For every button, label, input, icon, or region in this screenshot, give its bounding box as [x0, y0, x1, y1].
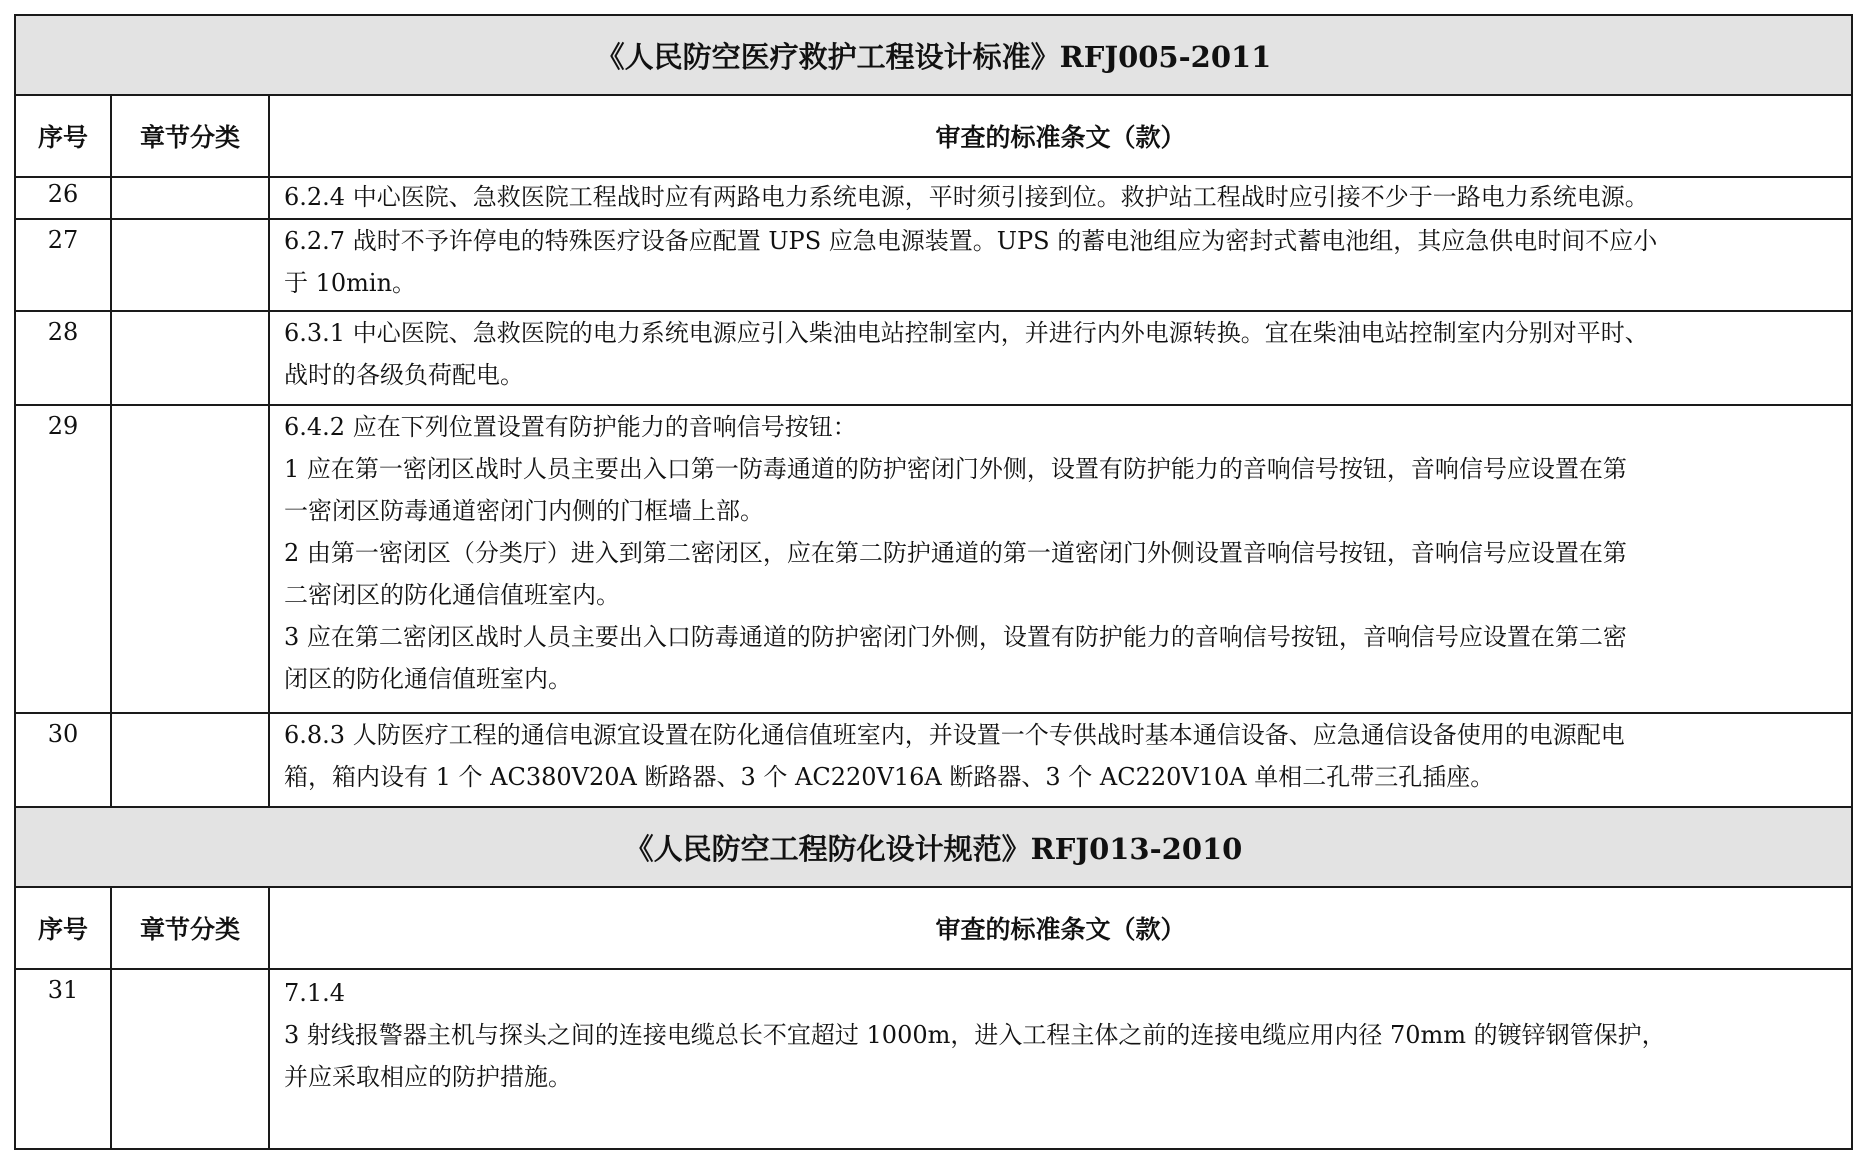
row-clause — [269, 311, 1852, 405]
row-clause — [269, 969, 1852, 1149]
section-title-row — [15, 15, 1852, 95]
row-category — [111, 969, 269, 1149]
table-row — [15, 713, 1852, 807]
row-clause — [269, 177, 1852, 219]
clause-line: 3 应在第二密闭区战时人员主要出入口防毒通道的防护密闭门外侧，设置有防护能力的音响信号按钮，音响信号应设置在第二密 — [284, 623, 1627, 651]
clause-line: 二密闭区的防化通信值班室内。 — [284, 581, 620, 609]
section-title-row — [15, 807, 1852, 887]
row-number: 28 — [15, 311, 111, 405]
clause-line: 3 射线报警器主机与探头之间的连接电缆总长不宜超过 1000m，进入工程主体之前的连接电缆应用内径 70mm 的镀锌钢管保护， — [284, 1021, 1666, 1049]
row-clause — [269, 219, 1852, 311]
header-clause: 审查的标准条文（款） — [269, 95, 1852, 177]
row-number: 31 — [15, 969, 111, 1149]
clause-line: 6.3.1 中心医院、急救医院的电力系统电源应引入柴油电站控制室内，并进行内外电源转换。宜在柴油电站控制室内分别对平时、 — [284, 319, 1649, 347]
header-no: 序号 — [15, 887, 111, 969]
row-number: 27 — [15, 219, 111, 311]
clause-line: 战时的各级负荷配电。 — [284, 361, 524, 389]
row-category — [111, 219, 269, 311]
row-category — [111, 311, 269, 405]
clause-line: 2 由第一密闭区（分类厅）进入到第二密闭区，应在第二防护通道的第一道密闭门外侧设置音响信号按钮，音响信号应设置在第 — [284, 539, 1627, 567]
table-row — [15, 311, 1852, 405]
clause-line: 6.8.3 人防医疗工程的通信电源宜设置在防化通信值班室内，并设置一个专供战时基本通信设备、应急通信设备使用的电源配电 — [284, 721, 1625, 749]
review-table — [14, 14, 1853, 1150]
row-clause — [269, 713, 1852, 807]
standards-review-sheet — [14, 14, 1851, 1150]
clause-line: 并应采取相应的防护措施。 — [284, 1063, 572, 1091]
header-row — [15, 887, 1852, 969]
row-number: 26 — [15, 177, 111, 219]
header-row — [15, 95, 1852, 177]
clause-line: 1 应在第一密闭区战时人员主要出入口第一防毒通道的防护密闭门外侧，设置有防护能力的音响信号按钮，音响信号应设置在第 — [284, 455, 1627, 483]
table-row — [15, 969, 1852, 1149]
clause-line: 一密闭区防毒通道密闭门内侧的门框墙上部。 — [284, 497, 764, 525]
table-row — [15, 219, 1852, 311]
header-category: 章节分类 — [111, 887, 269, 969]
row-number: 29 — [15, 405, 111, 713]
row-number: 30 — [15, 713, 111, 807]
header-category: 章节分类 — [111, 95, 269, 177]
table-row — [15, 405, 1852, 713]
row-clause — [269, 405, 1852, 713]
clause-line: 6.4.2 应在下列位置设置有防护能力的音响信号按钮： — [284, 413, 857, 441]
section-title: 《人民防空医疗救护工程设计标准》RFJ005-2011 — [15, 15, 1852, 95]
header-no: 序号 — [15, 95, 111, 177]
row-category — [111, 405, 269, 713]
header-clause: 审查的标准条文（款） — [269, 887, 1852, 969]
table-row — [15, 177, 1852, 219]
clause-line: 6.2.7 战时不予许停电的特殊医疗设备应配置 UPS 应急电源装置。UPS 的蓄电池组应为密封式蓄电池组，其应急供电时间不应小 — [284, 227, 1658, 255]
clause-line: 7.1.4 — [284, 979, 346, 1007]
row-category — [111, 713, 269, 807]
clause-line: 6.2.4 中心医院、急救医院工程战时应有两路电力系统电源，平时须引接到位。救护站工程战时应引接不少于一路电力系统电源。 — [284, 183, 1649, 211]
row-category — [111, 177, 269, 219]
section-title: 《人民防空工程防化设计规范》RFJ013-2010 — [15, 807, 1852, 887]
clause-line: 于 10min。 — [284, 269, 417, 297]
clause-line: 箱，箱内设有 1 个 AC380V20A 断路器、3 个 AC220V16A 断路器、3 个 AC220V10A 单相二孔带三孔插座。 — [284, 763, 1495, 791]
clause-line: 闭区的防化通信值班室内。 — [284, 665, 572, 693]
